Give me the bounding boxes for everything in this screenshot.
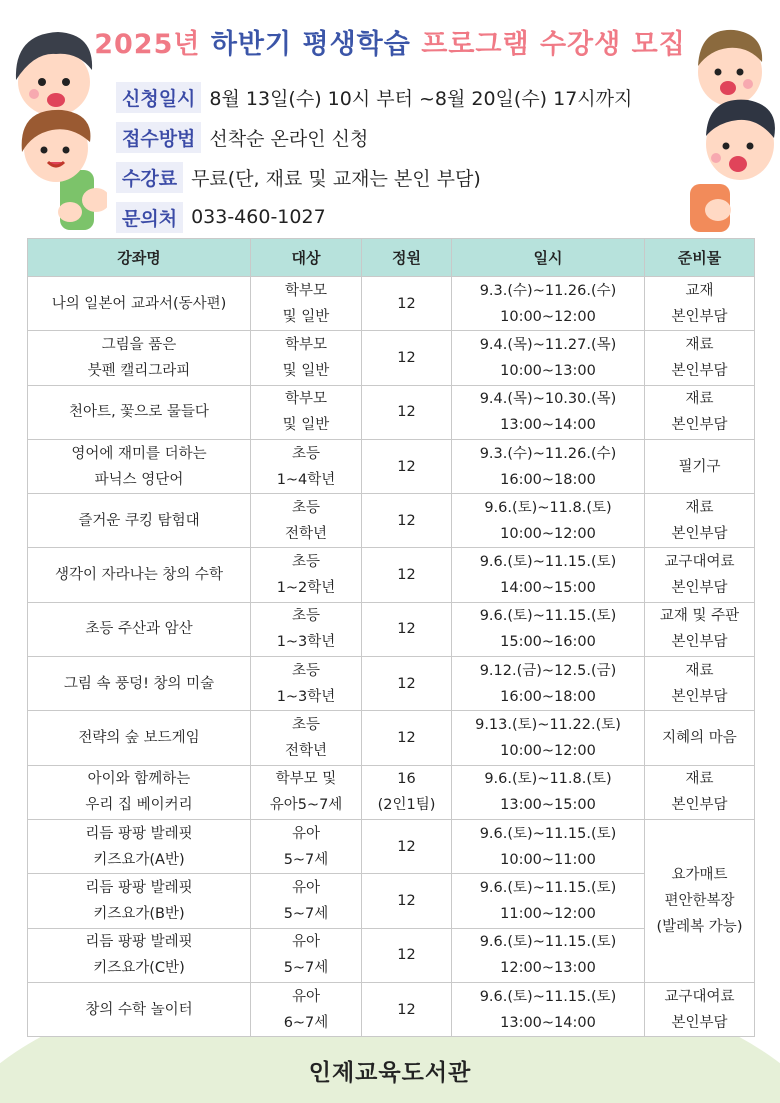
target-cell: 학부모 및 일반 — [251, 385, 362, 439]
course-name-cell: 즐거운 쿠킹 탐험대 — [28, 494, 251, 548]
materials-cell: 지혜의 마음 — [645, 711, 755, 765]
course-name-cell: 창의 수학 놀이터 — [28, 982, 251, 1036]
cartoon-kid-left-bottom-icon — [12, 100, 107, 235]
course-name-cell: 리듬 팡팡 발레핏 키즈요가(A반) — [28, 819, 251, 873]
course-name-cell: 리듬 팡팡 발레핏 키즈요가(C반) — [28, 928, 251, 982]
table-row — [28, 819, 755, 873]
target-cell: 초등 1~3학년 — [251, 657, 362, 711]
table-row — [28, 765, 755, 819]
table-row — [28, 331, 755, 385]
table-row — [28, 439, 755, 493]
schedule-cell: 9.4.(목)~11.27.(목) 10:00~13:00 — [452, 331, 645, 385]
capacity-cell: 12 — [362, 928, 452, 982]
schedule-cell: 9.6.(토)~11.15.(토) 13:00~14:00 — [452, 982, 645, 1036]
schedule-cell: 9.3.(수)~11.26.(수) 16:00~18:00 — [452, 439, 645, 493]
materials-cell: 교재 및 주판 본인부담 — [645, 602, 755, 656]
target-cell: 초등 전학년 — [251, 711, 362, 765]
target-cell: 초등 1~4학년 — [251, 439, 362, 493]
materials-cell: 요가매트 편안한복장 (발레복 가능) — [645, 819, 755, 982]
schedule-cell: 9.12.(금)~12.5.(금) 16:00~18:00 — [452, 657, 645, 711]
title-end: 프로그램 수강생 모집 — [421, 29, 686, 60]
target-cell: 유아 6~7세 — [251, 982, 362, 1036]
course-name-cell: 그림 속 풍덩! 창의 미술 — [28, 657, 251, 711]
info-label: 수강료 — [116, 162, 183, 193]
course-name-cell: 천아트, 꽃으로 물들다 — [28, 385, 251, 439]
schedule-cell: 9.6.(토)~11.8.(토) 10:00~12:00 — [452, 494, 645, 548]
capacity-cell: 12 — [362, 711, 452, 765]
page-title — [0, 22, 780, 61]
schedule-cell: 9.6.(토)~11.15.(토) 15:00~16:00 — [452, 602, 645, 656]
table-row — [28, 277, 755, 331]
capacity-cell: 12 — [362, 331, 452, 385]
target-cell: 초등 1~2학년 — [251, 548, 362, 602]
materials-cell: 재료 본인부담 — [645, 657, 755, 711]
target-cell: 초등 전학년 — [251, 494, 362, 548]
course-name-cell: 영어에 재미를 더하는 파닉스 영단어 — [28, 439, 251, 493]
materials-cell: 교재 본인부담 — [645, 277, 755, 331]
info-row-application-date — [116, 78, 632, 116]
info-label: 문의처 — [116, 202, 183, 233]
header-schedule: 일시 — [452, 239, 645, 277]
materials-cell: 교구대여료 본인부담 — [645, 548, 755, 602]
info-block — [116, 78, 632, 238]
materials-cell: 재료 본인부담 — [645, 765, 755, 819]
capacity-cell: 12 — [362, 385, 452, 439]
capacity-cell: 12 — [362, 439, 452, 493]
header-course-name: 강좌명 — [28, 239, 251, 277]
header-target: 대상 — [251, 239, 362, 277]
capacity-cell: 12 — [362, 982, 452, 1036]
materials-cell: 교구대여료 본인부담 — [645, 982, 755, 1036]
schedule-cell: 9.6.(토)~11.15.(토) 12:00~13:00 — [452, 928, 645, 982]
materials-cell: 필기구 — [645, 439, 755, 493]
info-label: 신청일시 — [116, 82, 201, 113]
capacity-cell: 12 — [362, 602, 452, 656]
table-row — [28, 982, 755, 1036]
target-cell: 초등 1~3학년 — [251, 602, 362, 656]
table-row — [28, 494, 755, 548]
info-label: 접수방법 — [116, 122, 201, 153]
capacity-cell: 12 — [362, 494, 452, 548]
schedule-cell: 9.6.(토)~11.15.(토) 10:00~11:00 — [452, 819, 645, 873]
schedule-cell: 9.6.(토)~11.15.(토) 14:00~15:00 — [452, 548, 645, 602]
capacity-cell: 12 — [362, 548, 452, 602]
table-row — [28, 711, 755, 765]
info-value: 033-460-1027 — [191, 206, 326, 228]
materials-cell: 재료 본인부담 — [645, 385, 755, 439]
table-row — [28, 602, 755, 656]
capacity-cell: 12 — [362, 277, 452, 331]
cartoon-kid-right-bottom-icon — [690, 92, 780, 232]
course-table — [27, 238, 755, 1037]
info-value: 8월 13일(수) 10시 부터 ~8월 20일(수) 17시까지 — [209, 87, 633, 110]
target-cell: 유아 5~7세 — [251, 928, 362, 982]
info-row-contact — [116, 198, 632, 236]
schedule-cell: 9.3.(수)~11.26.(수) 10:00~12:00 — [452, 277, 645, 331]
course-name-cell: 나의 일본어 교과서(동사편) — [28, 277, 251, 331]
capacity-cell: 12 — [362, 874, 452, 928]
info-row-application-method — [116, 118, 632, 156]
materials-cell: 재료 본인부담 — [645, 494, 755, 548]
info-value: 선착순 온라인 신청 — [209, 127, 369, 150]
target-cell: 학부모 및 일반 — [251, 277, 362, 331]
header-materials: 준비물 — [645, 239, 755, 277]
capacity-cell: 16 (2인1팀) — [362, 765, 452, 819]
course-name-cell: 리듬 팡팡 발레핏 키즈요가(B반) — [28, 874, 251, 928]
title-year: 2025년 — [94, 29, 201, 60]
schedule-cell: 9.6.(토)~11.8.(토) 13:00~15:00 — [452, 765, 645, 819]
library-name: 인제교육도서관 — [308, 1060, 472, 1086]
course-name-cell: 생각이 자라나는 창의 수학 — [28, 548, 251, 602]
table-row — [28, 548, 755, 602]
course-name-cell: 전략의 숲 보드게임 — [28, 711, 251, 765]
materials-cell: 재료 본인부담 — [645, 331, 755, 385]
header-capacity: 정원 — [362, 239, 452, 277]
info-row-fee — [116, 158, 632, 196]
schedule-cell: 9.13.(토)~11.22.(토) 10:00~12:00 — [452, 711, 645, 765]
course-name-cell: 그림을 품은 붓펜 캘리그라피 — [28, 331, 251, 385]
target-cell: 학부모 및 일반 — [251, 331, 362, 385]
capacity-cell: 12 — [362, 657, 452, 711]
table-row — [28, 657, 755, 711]
table-header-row — [28, 239, 755, 277]
target-cell: 유아 5~7세 — [251, 819, 362, 873]
schedule-cell: 9.4.(목)~10.30.(목) 13:00~14:00 — [452, 385, 645, 439]
table-row — [28, 385, 755, 439]
capacity-cell: 12 — [362, 819, 452, 873]
course-name-cell: 초등 주산과 암산 — [28, 602, 251, 656]
schedule-cell: 9.6.(토)~11.15.(토) 11:00~12:00 — [452, 874, 645, 928]
course-name-cell: 아이와 함께하는 우리 집 베이커리 — [28, 765, 251, 819]
target-cell: 학부모 및 유아5~7세 — [251, 765, 362, 819]
title-middle: 하반기 평생학습 — [210, 29, 411, 60]
target-cell: 유아 5~7세 — [251, 874, 362, 928]
info-value: 무료(단, 재료 및 교재는 본인 부담) — [191, 167, 481, 190]
